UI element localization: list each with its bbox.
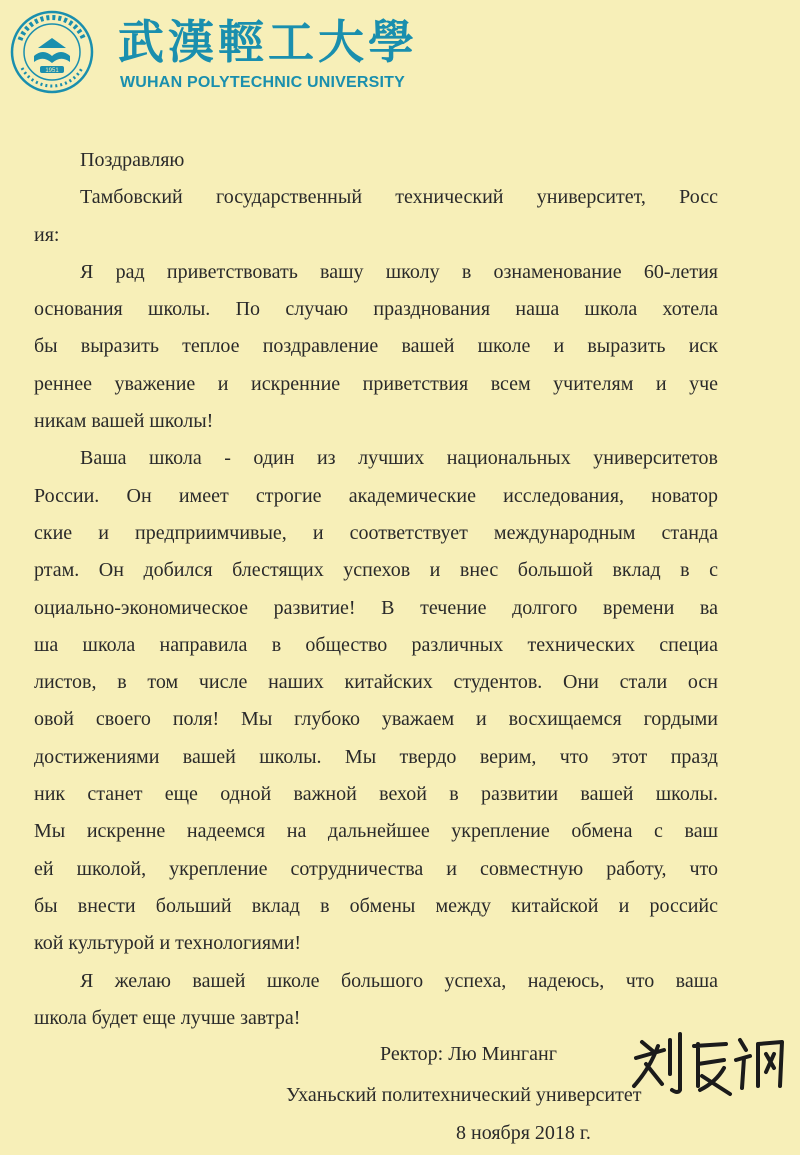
- handwritten-signature: [628, 1028, 790, 1098]
- sender-university: Уханьский политехнический университет: [286, 1084, 642, 1106]
- university-name-english: WUHAN POLYTECHNIC UNIVERSITY: [120, 74, 406, 91]
- letter-line: овой своего поля! Мы глубоко уважаем и восхищаемся гордыми: [34, 708, 718, 731]
- letter-line: никам вашей школы!: [34, 410, 214, 433]
- greeting-line: Поздравляю: [80, 149, 185, 171]
- letter-line: достижениями вашей школы. Мы твердо верим, что этот празд: [34, 745, 718, 768]
- letter-line: ша школа направила в общество различных технических специа: [34, 633, 718, 656]
- letter-line: России. Он имеет строгие академические исследования, новатор: [34, 484, 718, 507]
- letter-body: [34, 142, 718, 1037]
- letter-line: бы внести больший вклад в обмены между китайской и российс: [34, 894, 718, 917]
- rector-name: Ректор: Лю Мингaнг: [380, 1043, 557, 1065]
- letter-line: Я желаю вашей школе большого успеха, надеюсь, что ваша: [80, 969, 718, 992]
- seal-year: 1951: [45, 68, 59, 74]
- letter-line: бы выразить теплое поздравление вашей школе и выразить иск: [34, 335, 718, 358]
- letter-line: оциально-экономическое развитие! В течение долгого времени ва: [34, 596, 718, 619]
- letter-line: ия:: [34, 223, 60, 246]
- letter-line: реннее уважение и искренние приветствия всем учителям и уче: [34, 372, 718, 395]
- letter-line: кой культурой и технологиями!: [34, 932, 302, 955]
- letter-line: ские и предприимчивые, и соответствует международным станда: [34, 521, 718, 544]
- university-seal-icon: [10, 10, 94, 94]
- letter-line: ртам. Он добился блестящих успехов и внес большой вклад в с: [34, 559, 718, 582]
- letter-line: основания школы. По случаю празднования наша школа хотела: [34, 298, 718, 321]
- letter-line: Ваша школа - один из лучших национальных университетов: [80, 447, 718, 470]
- letter-line: ей школой, укрепление сотрудничества и совместную работу, что: [34, 857, 718, 880]
- letter-date: 8 ноября 2018 г.: [456, 1122, 591, 1144]
- letter-line: Тамбовский государственный технический университет, Росс: [80, 186, 718, 209]
- letter-line: Мы искренне надеемся на дальнейшее укрепление обмена с ваш: [34, 820, 718, 843]
- letter-line: Я рад приветствовать вашу школу в ознаменование 60-летия: [80, 260, 718, 283]
- letter-line: листов, в том числе наших китайских студентов. Они стали осн: [34, 671, 718, 694]
- letter-line: ник станет еще одной важной вехой в развитии вашей школы.: [34, 783, 718, 806]
- letter-line: школа будет еще лучше завтра!: [34, 1006, 301, 1029]
- letterhead: [8, 8, 418, 98]
- university-name-chinese: 武漢輕工大學: [118, 15, 418, 69]
